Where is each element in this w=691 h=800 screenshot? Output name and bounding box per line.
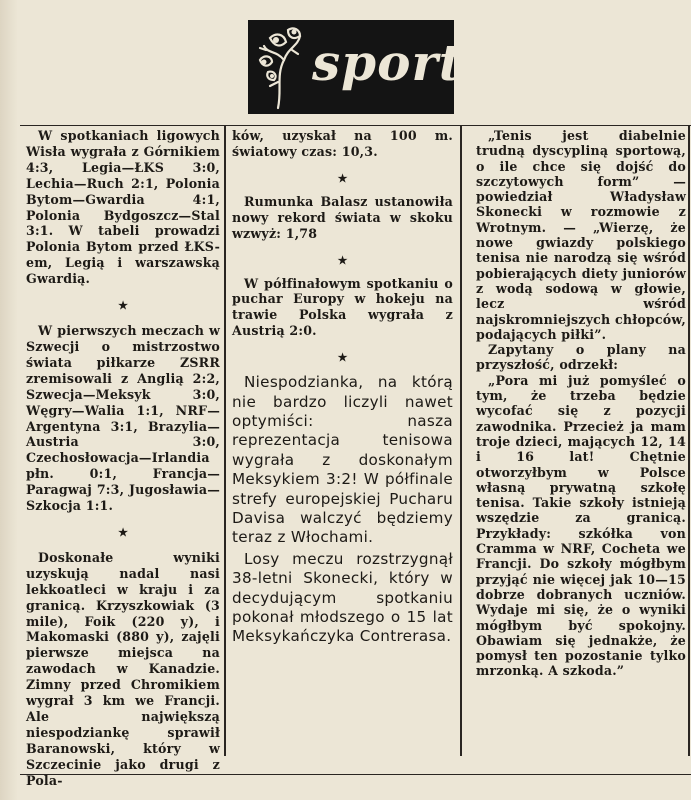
future-plans-question: Zapytany o plany na przyszłość, odrzekł:: [476, 342, 686, 373]
top-rule: [20, 125, 691, 126]
separator-star: ★: [118, 299, 128, 313]
separator-star: ★: [337, 253, 348, 267]
athletics-paragraph: Doskonałe wyniki uzyskują nadal nasi lekkoatleci w kraju i za granicą. Krzyszkowiak (3 mile), Foik (220 y), i Makomaski (880 y), zajęli pierwsze miejsca na zawodach w Kanadzie. Zimny przed Chromikiem wygrał 3 km we Francji. Ale największą niespodziankę sprawił Baranowski, który w Szczecinie jako drugi z Pola-: [26, 549, 220, 788]
high-jump-record-paragraph: Rumunka Balasz ustanowiła nowy rekord świata w skoku wzwyż: 1,78: [232, 193, 453, 241]
logo-word: sport: [312, 33, 463, 92]
column-rule-1: [224, 126, 226, 756]
separator-star: ★: [118, 525, 128, 539]
separator-star: ★: [337, 171, 348, 185]
column-right: [476, 128, 686, 679]
scan-edge: [0, 0, 18, 800]
column-rule-3: [688, 126, 690, 756]
sprint-time-paragraph: ków, uzyskał na 100 m. światowy czas: 10,3.: [232, 128, 453, 159]
sport-logo: [248, 20, 463, 114]
davis-cup-paragraph: Niespodzianka, na którą nie bardzo liczyli nawet optymiści: nasza reprezentacja tenisowa wygrała z doskonałym Meksykiem 3:2! W półfinale strefy europejskiej Pucharu Davisa walczyć będziemy teraz z Włochami.: [232, 373, 453, 547]
world-cup-paragraph: W pierwszych meczach w Szwecji o mistrzostwo świata piłkarze ZSRR zremisowali z Anglią 2:2, Szwecja—Meksyk 3:0, Węgry—Walia 1:1, NRF—Argentyna 3:1, Brazylia—Austria 3:0, Czechosłowacja—Irlandia płn. 0:1, Francja—Paragwaj 7:3, Jugosławia—Szkocja 1:1.: [26, 323, 220, 514]
league-results-paragraph: W spotkaniach ligowych Wisła wygrała z Górnikiem 4:3, Legia—ŁKS 3:0, Lechia—Ruch 2:1, Polonia Bytom—Gwardia 4:1, Polonia Bydgoszcz—Stal 3:1. W tabeli prowadzi Polonia Bytom przed ŁKS-em, Legią i warszawską Gwardią.: [26, 128, 220, 287]
tennis-quote-paragraph: „Tenis jest diabelnie trudną dyscypliną sportową, o ile chce się dojść do szczytowych form” — powiedział Władysław Skonecki w rozmowie z Wrotnym. — „Wierzę, że nowe gwiazdy polskiego tenisa nie narodzą się wśród pobierających diety juniorów z wodą sodową w głowie, lecz wśród najskromniejszych chłopców, podających piłki”.: [476, 128, 686, 342]
skonecki-paragraph: Losy meczu rozstrzygnął 38-letni Skonecki, który w decydującym spotkaniu pokonał młodszego o 15 lat Meksykańczyka Contrerasa.: [232, 549, 453, 646]
column-rule-2: [460, 126, 462, 756]
separator-star: ★: [337, 351, 348, 365]
column-middle: [232, 128, 453, 647]
tennis-school-paragraph: „Pora mi już pomyśleć o tym, że trzeba będzie wycofać się z pozycji zawodnika. Przecież ja mam troje dzieci, mających 12, 14 i 16 lat! Chętnie otworzyłbym w Polsce własną prywatną szkołę tenisa. Takie szkoły istnieją wszędzie za granicą. Przykłady: szkółka von Cramma w NRF, Cocheta we Francji. Do szkoły mógłbym przyjąć nie więcej jak 10—15 dobrze dobranych uczniów. Wydaje mi się, że o wyniki mógłbym być spokojny. Obawiam się jednakże, że pomysł ten pozostanie tylko mrzonką. A szkoda.”: [476, 372, 686, 679]
hockey-paragraph: W półfinałowym spotkaniu o puchar Europy w hokeju na trawie Polska wygrała z Austrią 2:0.: [232, 275, 453, 339]
column-left: [26, 128, 220, 789]
